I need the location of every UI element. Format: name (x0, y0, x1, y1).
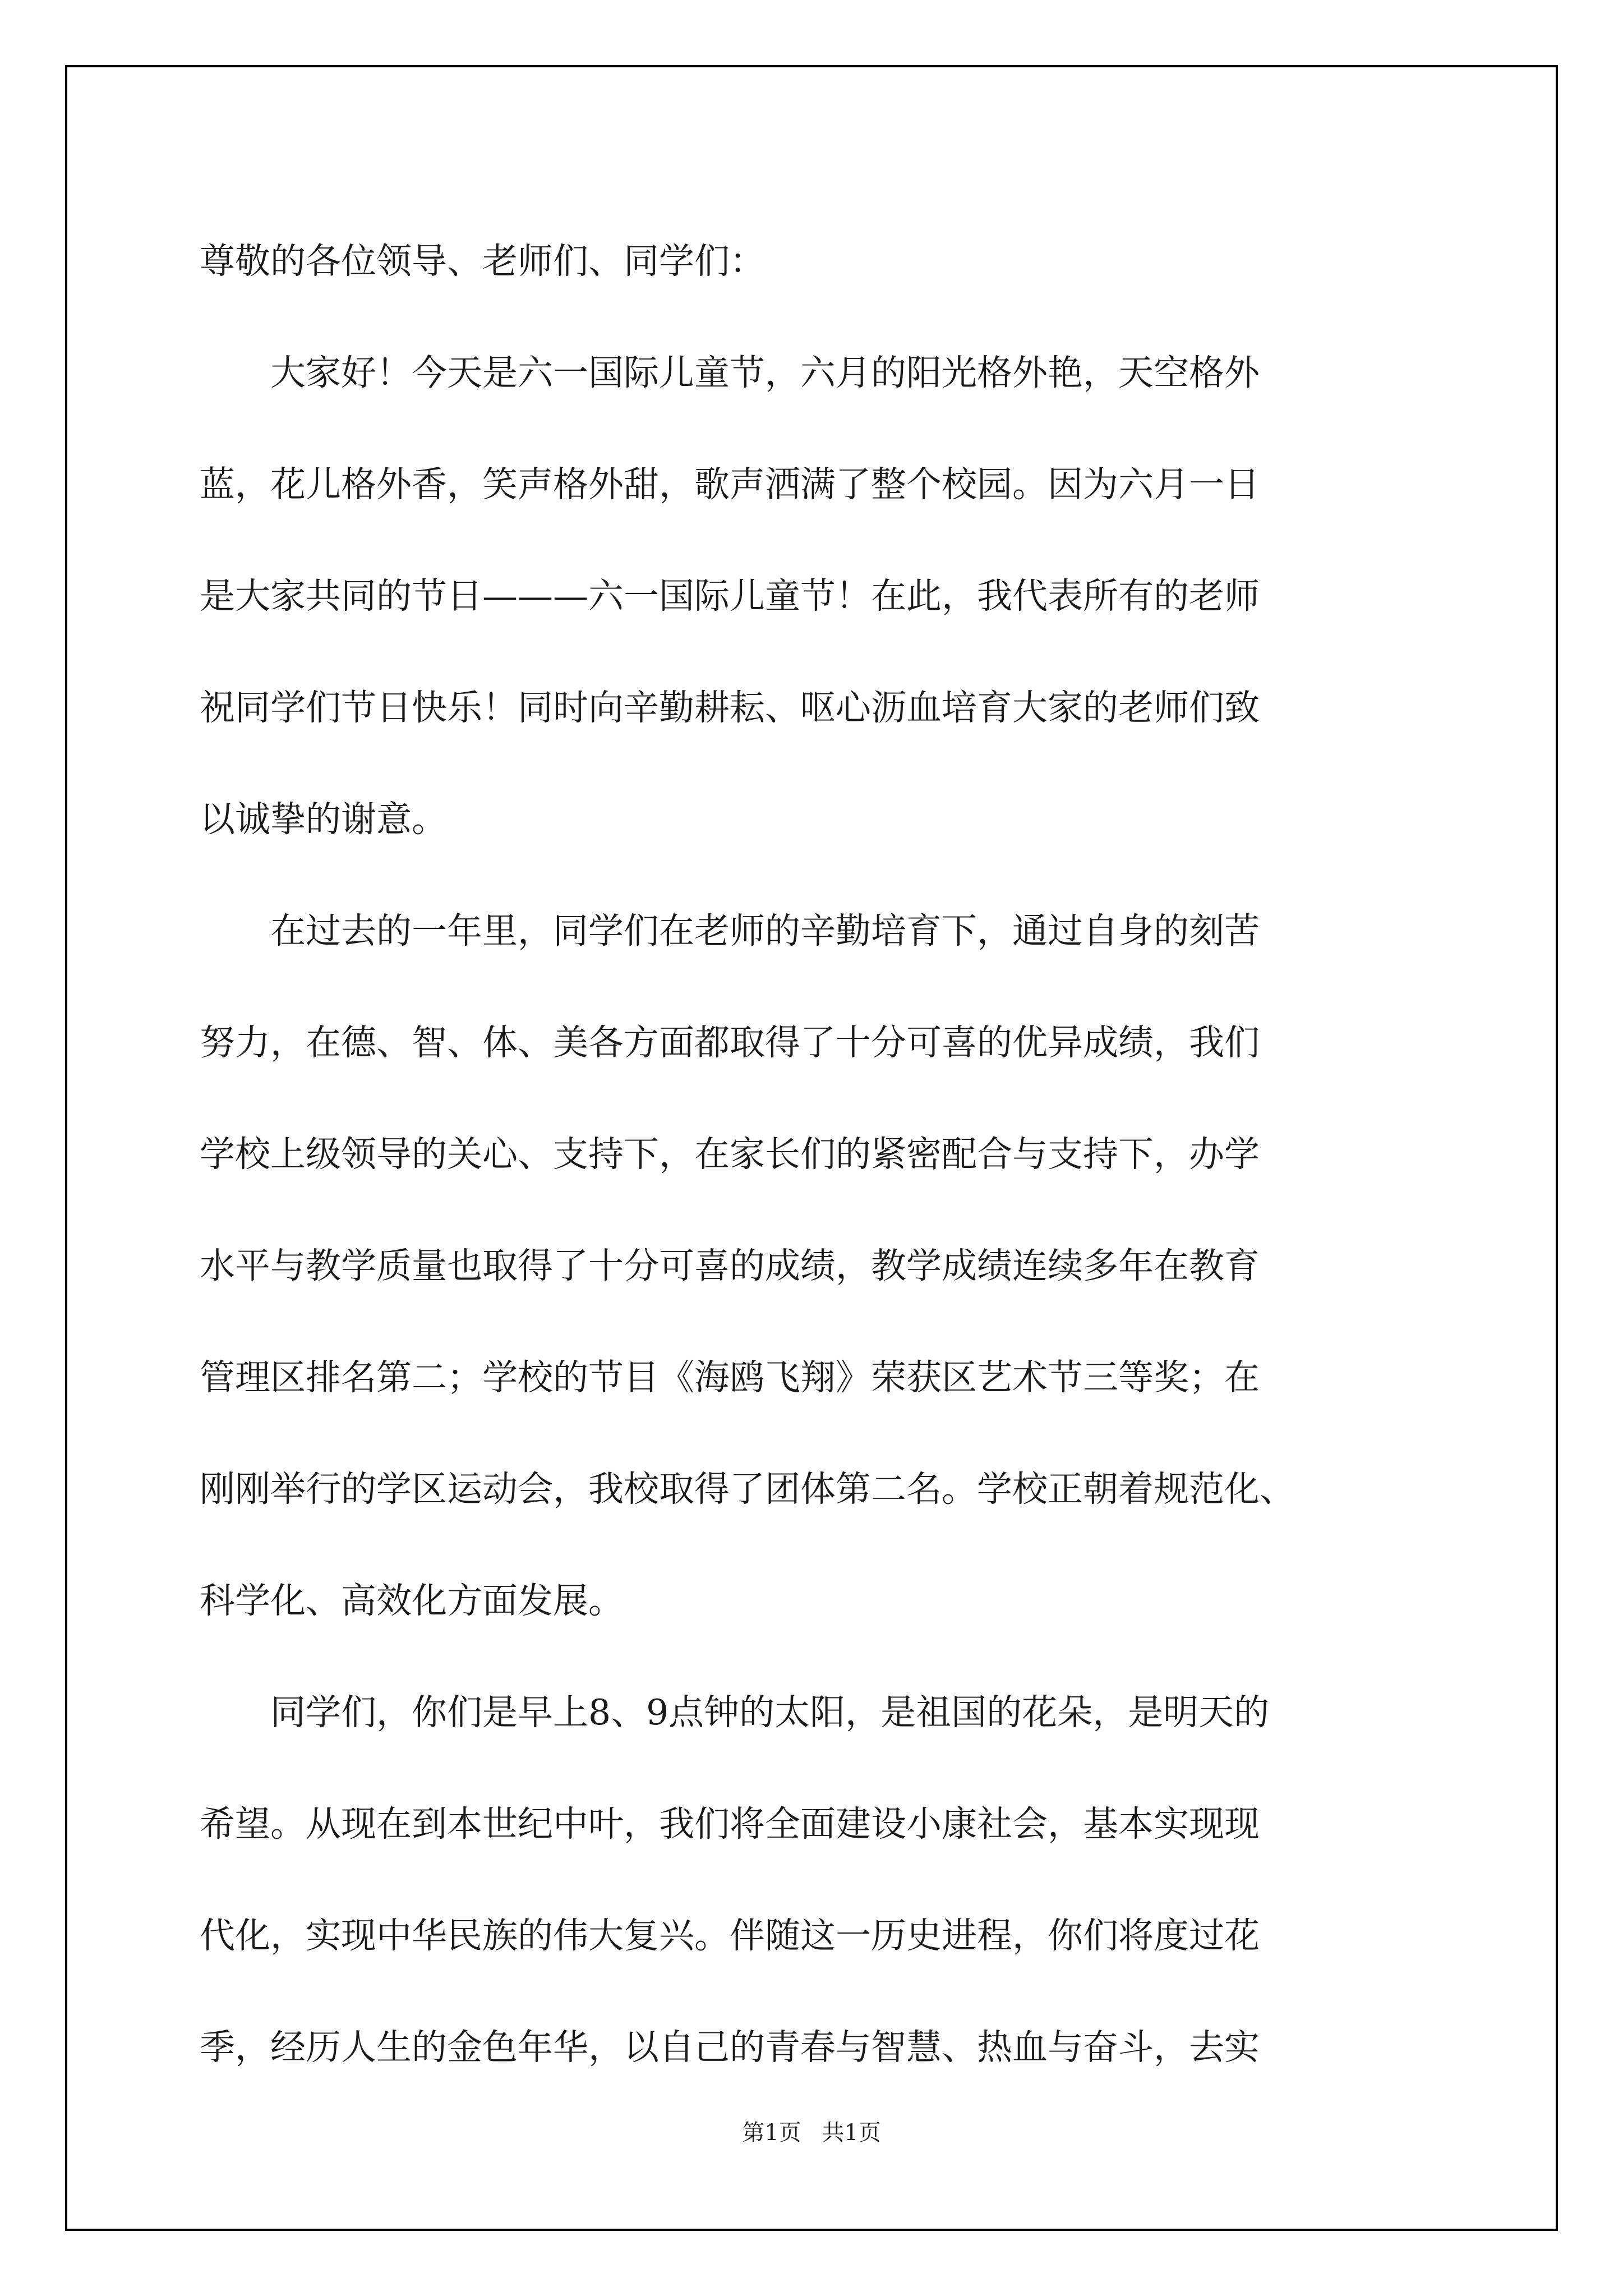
text-line: 管理区排名第二；学校的节目《海鸥飞翔》荣获区艺术节三等奖；在 (200, 1357, 1260, 1398)
text-line: 学校上级领导的关心、支持下，在家长们的紧密配合与支持下，办学 (200, 1134, 1260, 1175)
document-body (200, 205, 1433, 2103)
text-line: 代化，实现中华民族的伟大复兴。伴随这一历史进程，你们将度过花 (200, 1915, 1260, 1956)
text-line: 努力，在德、智、体、美各方面都取得了十分可喜的优异成绩，我们 (200, 1022, 1260, 1063)
text-line: 祝同学们节日快乐！同时向辛勤耕耘、呕心沥血培育大家的老师们致 (200, 687, 1260, 728)
text-line: 大家好！今天是六一国际儿童节，六月的阳光格外艳，天空格外 (200, 352, 1260, 393)
salutation: 尊敬的各位领导、老师们、同学们： (200, 241, 765, 282)
text-line: 是大家共同的节日———六一国际儿童节！在此，我代表所有的老师 (200, 576, 1260, 616)
page-footer (0, 2115, 1623, 2147)
text-line: 水平与教学质量也取得了十分可喜的成绩，教学成绩连续多年在教育 (200, 1245, 1260, 1286)
text-line: 在过去的一年里，同学们在老师的辛勤培育下，通过自身的刻苦 (200, 910, 1260, 951)
text-line: 科学化、高效化方面发展。 (200, 1580, 624, 1621)
page-number-total: 共1页 (822, 2120, 881, 2146)
paragraph-3 (200, 1657, 1433, 2103)
text-line: 以诚挚的谢意。 (200, 799, 447, 840)
paragraph-1 (200, 317, 1433, 875)
page-number-current: 第1页 (742, 2120, 801, 2146)
text-line: 希望。从现在到本世纪中叶，我们将全面建设小康社会，基本实现现 (200, 1803, 1260, 1844)
text-line: 刚刚举行的学区运动会，我校取得了团体第二名。学校正朝着规范化、 (200, 1469, 1295, 1510)
text-line: 季，经历人生的金色年华，以自己的青春与智慧、热血与奋斗，去实 (200, 2027, 1260, 2068)
paragraph-2 (200, 875, 1433, 1657)
text-line: 蓝，花儿格外香，笑声格外甜，歌声洒满了整个校园。因为六月一日 (200, 464, 1260, 505)
text-line: 同学们，你们是早上8、9点钟的太阳，是祖国的花朵，是明天的 (200, 1692, 1270, 1733)
